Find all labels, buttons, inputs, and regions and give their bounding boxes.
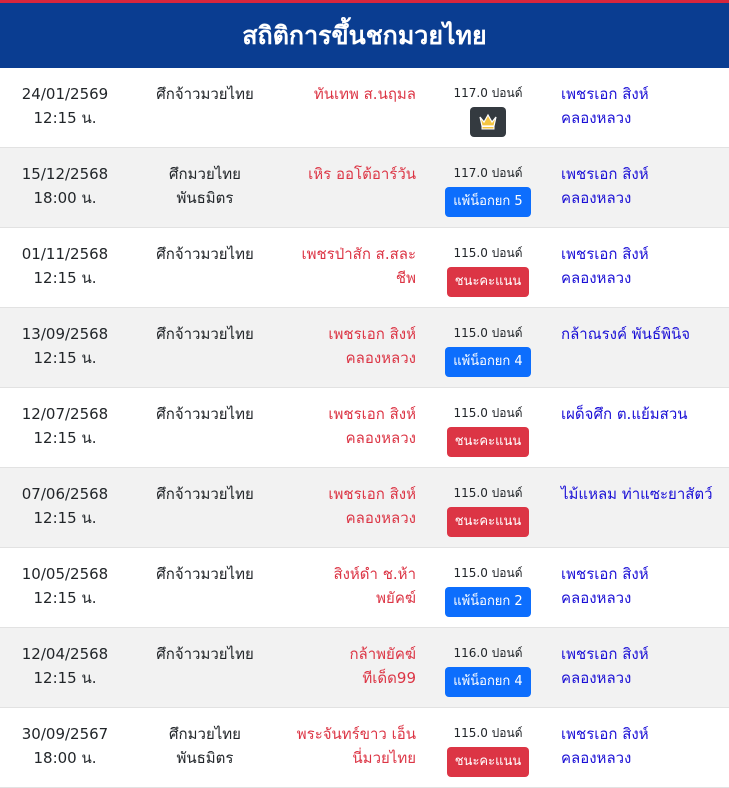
event-line-1: ศึกจ้าวมวยไทย: [156, 85, 254, 103]
event-line-1: ศึกจ้าวมวยไทย: [156, 645, 254, 663]
result-badge: ชนะคะแนน: [447, 747, 530, 777]
time-text: 12:15 น.: [33, 269, 97, 287]
date-text: 12/04/2568: [21, 645, 109, 663]
event-name[interactable]: [130, 722, 280, 770]
result-holder: [426, 502, 550, 537]
table-row: [0, 708, 729, 788]
result-badge: ชนะคะแนน: [447, 427, 530, 457]
time-text: 12:15 น.: [33, 589, 97, 607]
event-name[interactable]: [130, 162, 280, 210]
opponent-name[interactable]: [290, 482, 416, 530]
event-line-1: ศึกจ้าวมวยไทย: [156, 405, 254, 423]
event-line-1: ศึกมวยไทย: [169, 165, 241, 183]
result-badge: แพ้น็อกยก 4: [445, 347, 530, 377]
weight-result: [426, 324, 550, 377]
date-text: 07/06/2568: [21, 485, 109, 503]
page-title: สถิติการขึ้นชกมวยไทย: [242, 20, 487, 50]
opponent-line-2: ชีพ: [395, 269, 416, 287]
event-line-1: ศึกจ้าวมวยไทย: [156, 485, 254, 503]
opponent-line-2: คลองหลวง: [345, 349, 416, 367]
fight-date: [0, 162, 130, 210]
result-badge: ชนะคะแนน: [447, 507, 530, 537]
fighter-line-1: เพชรเอก สิงห์: [561, 725, 649, 743]
opponent-name[interactable]: [290, 242, 416, 290]
result-badge: ชนะคะแนน: [447, 267, 530, 297]
result-holder: [426, 182, 550, 217]
result-holder: [426, 342, 550, 377]
weight-text: 115.0 ปอนด์: [453, 406, 523, 420]
opponent-line-2: พยัคฆ์: [376, 589, 416, 607]
result-holder: [426, 262, 550, 297]
fight-date: [0, 562, 130, 610]
event-line-2: พันธมิตร: [176, 189, 234, 207]
opponent-line-1: ทันเทพ ส.นฤมล: [313, 85, 416, 103]
opponent-line-1: พระจันทร์ขาว เอ็น: [296, 725, 416, 743]
date-text: 10/05/2568: [21, 565, 109, 583]
weight-text: 115.0 ปอนด์: [453, 326, 523, 340]
fighter-name[interactable]: [561, 562, 729, 610]
date-text: 12/07/2568: [21, 405, 109, 423]
date-text: 24/01/2569: [21, 85, 109, 103]
opponent-line-2: ทีเด็ด99: [362, 669, 416, 687]
fighter-line-2: คลองหลวง: [561, 109, 632, 127]
fighter-line-1: เพชรเอก สิงห์: [561, 245, 649, 263]
fighter-line-1: ไม้แหลม ท่าแซะยาสัตว์: [561, 485, 713, 503]
fighter-name[interactable]: [561, 722, 729, 770]
fighter-name[interactable]: [561, 322, 729, 346]
result-holder: [426, 582, 550, 617]
opponent-name[interactable]: [290, 722, 416, 770]
event-line-2: พันธมิตร: [176, 749, 234, 767]
fighter-name[interactable]: [561, 242, 729, 290]
event-name[interactable]: [130, 242, 280, 266]
fighter-name[interactable]: [561, 82, 729, 130]
weight-text: 115.0 ปอนด์: [453, 566, 523, 580]
event-name[interactable]: [130, 322, 280, 346]
fighter-line-1: เพชรเอก สิงห์: [561, 565, 649, 583]
event-line-1: ศึกจ้าวมวยไทย: [156, 325, 254, 343]
fighter-line-2: คลองหลวง: [561, 749, 632, 767]
weight-result: [426, 644, 550, 697]
fight-date: [0, 242, 130, 290]
event-line-1: ศึกมวยไทย: [169, 725, 241, 743]
date-text: 13/09/2568: [21, 325, 109, 343]
event-name[interactable]: [130, 82, 280, 106]
weight-result: [426, 404, 550, 457]
event-line-1: ศึกจ้าวมวยไทย: [156, 245, 254, 263]
time-text: 12:15 น.: [33, 349, 97, 367]
fight-date: [0, 642, 130, 690]
weight-text: 115.0 ปอนด์: [453, 726, 523, 740]
fighter-line-1: เผด็จศึก ต.แย้มสวน: [561, 405, 688, 423]
fight-date: [0, 322, 130, 370]
opponent-name[interactable]: [290, 82, 416, 106]
fighter-line-2: คลองหลวง: [561, 269, 632, 287]
opponent-line-2: นี่มวยไทย: [352, 749, 416, 767]
fighter-line-2: คลองหลวง: [561, 589, 632, 607]
time-text: 12:15 น.: [33, 509, 97, 527]
fight-date: [0, 482, 130, 530]
weight-text: 117.0 ปอนด์: [453, 166, 523, 180]
fighter-name[interactable]: [561, 402, 729, 426]
fighter-line-1: เพชรเอก สิงห์: [561, 645, 649, 663]
event-name[interactable]: [130, 642, 280, 666]
result-holder: [426, 742, 550, 777]
weight-result: [426, 164, 550, 217]
opponent-name[interactable]: [290, 162, 416, 186]
result-holder: [426, 662, 550, 697]
time-text: 12:15 น.: [33, 669, 97, 687]
weight-result: [426, 484, 550, 537]
table-row: [0, 308, 729, 388]
result-badge: แพ้น็อกยก 5: [445, 187, 530, 217]
champion-crown-icon: [470, 107, 506, 137]
table-row: [0, 148, 729, 228]
fighter-line-1: กล้าณรงค์ พันธ์พินิจ: [561, 325, 691, 343]
table-row: [0, 388, 729, 468]
fighter-line-2: คลองหลวง: [561, 669, 632, 687]
date-text: 01/11/2568: [21, 245, 109, 263]
weight-result: [426, 244, 550, 297]
table-row: [0, 228, 729, 308]
time-text: 18:00 น.: [33, 749, 97, 767]
opponent-line-2: คลองหลวง: [345, 509, 416, 527]
fighter-line-1: เพชรเอก สิงห์: [561, 85, 649, 103]
event-line-1: ศึกจ้าวมวยไทย: [156, 565, 254, 583]
fighter-line-2: คลองหลวง: [561, 189, 632, 207]
weight-text: 115.0 ปอนด์: [453, 246, 523, 260]
time-text: 12:15 น.: [33, 109, 97, 127]
opponent-name[interactable]: [290, 562, 416, 610]
weight-result: [426, 724, 550, 777]
table-row: [0, 468, 729, 548]
opponent-name[interactable]: [290, 322, 416, 370]
opponent-line-1: เพชรเอก สิงห์: [328, 325, 416, 343]
opponent-line-1: เพชรป่าสัก ส.สละ: [301, 245, 416, 263]
opponent-name[interactable]: [290, 402, 416, 450]
table-row: [0, 548, 729, 628]
fight-date: [0, 82, 130, 130]
weight-text: 116.0 ปอนด์: [453, 646, 523, 660]
event-name[interactable]: [130, 402, 280, 426]
opponent-line-2: คลองหลวง: [345, 429, 416, 447]
fight-date: [0, 402, 130, 450]
opponent-line-1: เพชรเอก สิงห์: [328, 405, 416, 423]
page-header: [0, 3, 729, 68]
weight-result: [426, 84, 550, 144]
fighter-name[interactable]: [561, 642, 729, 690]
fight-date: [0, 722, 130, 770]
date-text: 30/09/2567: [21, 725, 109, 743]
fighter-line-1: เพชรเอก สิงห์: [561, 165, 649, 183]
weight-text: 115.0 ปอนด์: [453, 486, 523, 500]
weight-text: 117.0 ปอนด์: [453, 86, 523, 100]
result-badge: แพ้น็อกยก 2: [445, 587, 530, 617]
opponent-line-1: เพชรเอก สิงห์: [328, 485, 416, 503]
opponent-line-1: เหิร ออโต้อาร์วัน: [308, 165, 416, 183]
table-row: [0, 628, 729, 708]
result-holder: [426, 102, 550, 144]
opponent-name[interactable]: [290, 642, 416, 690]
fight-record-table: [0, 68, 729, 788]
opponent-line-1: สิงห์ดำ ช.ห้า: [333, 565, 416, 583]
fighter-name[interactable]: [561, 162, 729, 210]
table-row: [0, 68, 729, 148]
fighter-name[interactable]: [561, 482, 729, 506]
time-text: 18:00 น.: [33, 189, 97, 207]
event-name[interactable]: [130, 562, 280, 586]
result-badge: แพ้น็อกยก 4: [445, 667, 530, 697]
result-holder: [426, 422, 550, 457]
date-text: 15/12/2568: [21, 165, 109, 183]
event-name[interactable]: [130, 482, 280, 506]
weight-result: [426, 564, 550, 617]
opponent-line-1: กล้าพยัคฆ์: [349, 645, 416, 663]
time-text: 12:15 น.: [33, 429, 97, 447]
